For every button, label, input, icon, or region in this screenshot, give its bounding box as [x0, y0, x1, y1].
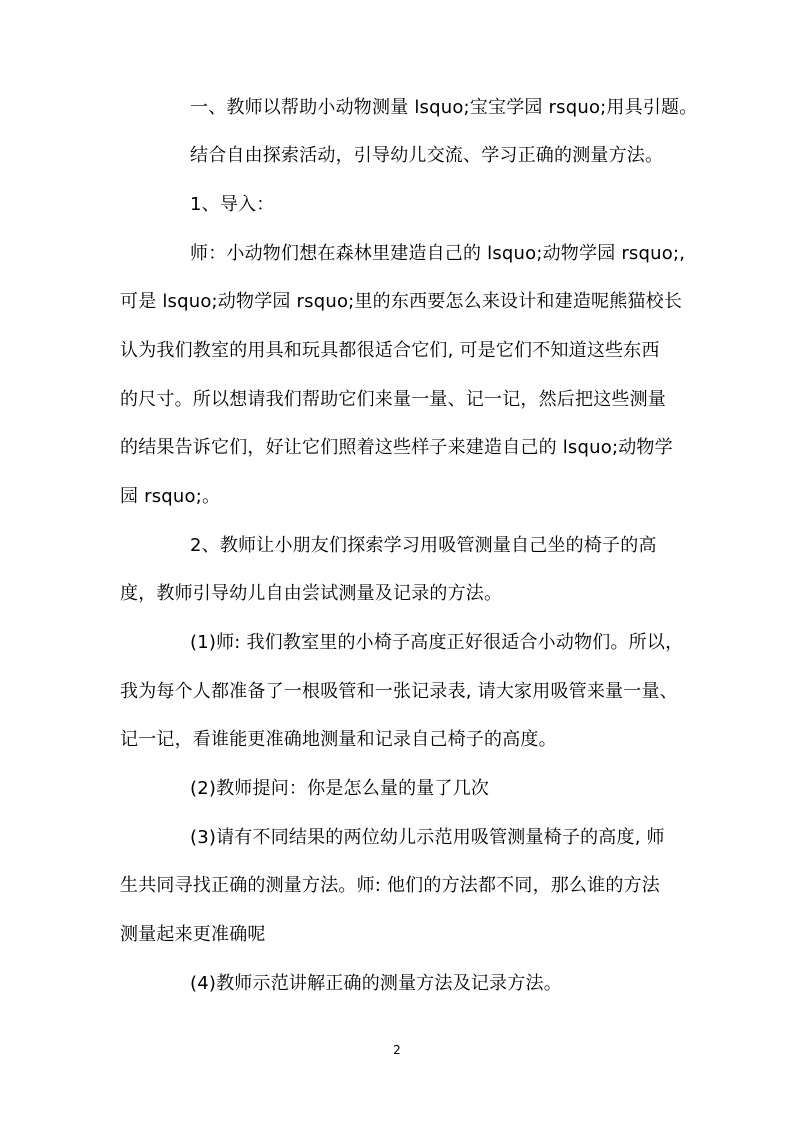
- text-line: 度，教师引导幼儿自由尝试测量及记录的方法。: [120, 583, 503, 604]
- text-line: 结合自由探索活动，引导幼儿交流、学习正确的测量方法。: [190, 145, 664, 166]
- text-line: (4)教师示范讲解正确的测量方法及记录方法。: [190, 973, 562, 994]
- text-line: (1)师: 我们教室里的小椅子高度正好很适合小动物们。所以，: [190, 632, 684, 653]
- text-line: 园 rsquo;。: [120, 486, 221, 507]
- text-line: 生共同寻找正确的测量方法。师: 他们的方法都不同，那么谁的方法: [120, 875, 660, 896]
- text-line: (2)教师提问：你是怎么量的量了几次: [190, 778, 490, 799]
- text-line: 认为我们教室的用具和玩具都很适合它们, 可是它们不知道这些东西: [120, 340, 660, 361]
- text-line: 1、导入：: [190, 194, 275, 215]
- text-line: 我为每个人都准备了一根吸管和一张记录表, 请大家用吸管来量一量、: [120, 681, 678, 702]
- text-line: 的结果告诉它们，好让它们照着这些样子来建造自己的 lsquo;动物学: [120, 437, 673, 458]
- text-line: 2、教师让小朋友们探索学习用吸管测量自己坐的椅子的高: [190, 535, 657, 556]
- text-line: (3)请有不同结果的两位幼儿示范用吸管测量椅子的高度, 师: [190, 827, 665, 848]
- text-line: 记一记，看谁能更准确地测量和记录自己椅子的高度。: [120, 729, 557, 750]
- text-line: 一、教师以帮助小动物测量 lsquo;宝宝学园 rsquo;用具引题。: [190, 97, 698, 118]
- text-line: 可是 lsquo;动物学园 rsquo;里的东西要怎么来设计和建造呢熊猫校长: [120, 291, 683, 312]
- page-number: 2: [393, 1043, 401, 1057]
- text-line: 师：小动物们想在森林里建造自己的 lsquo;动物学园 rsquo;,: [190, 243, 686, 264]
- text-line: 的尺寸。所以想请我们帮助它们来量一量、记一记，然后把这些测量: [120, 389, 666, 410]
- text-line: 测量起来更准确呢: [120, 924, 266, 945]
